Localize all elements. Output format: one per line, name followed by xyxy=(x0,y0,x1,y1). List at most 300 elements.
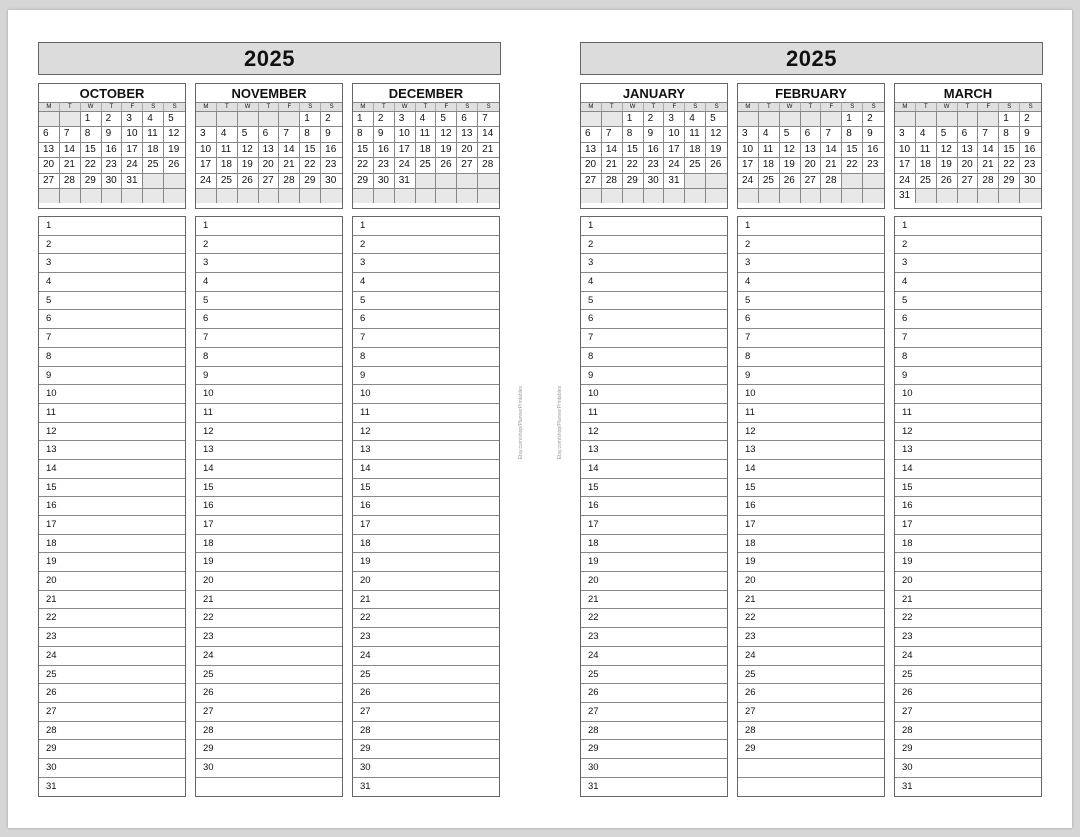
day-row[interactable]: 17 xyxy=(39,516,185,535)
calendar-day: 11 xyxy=(685,126,706,141)
day-row[interactable]: 17 xyxy=(895,516,1041,535)
day-row[interactable]: 11 xyxy=(353,404,499,423)
calendar-empty-cell xyxy=(60,188,81,203)
day-row[interactable]: 19 xyxy=(895,553,1041,572)
calendar-day: 2 xyxy=(102,111,123,126)
day-row[interactable]: 21 xyxy=(581,591,727,610)
calendar-day: 28 xyxy=(978,173,999,188)
calendar-day: 19 xyxy=(706,142,727,157)
day-row[interactable]: 23 xyxy=(895,628,1041,647)
weekday-label: T xyxy=(416,102,437,111)
day-row[interactable]: 25 xyxy=(738,666,884,685)
day-row[interactable]: 3 xyxy=(895,254,1041,273)
day-row[interactable]: 20 xyxy=(196,572,342,591)
day-row[interactable]: 9 xyxy=(895,367,1041,386)
day-row[interactable]: 14 xyxy=(895,460,1041,479)
day-row[interactable]: 29 xyxy=(39,740,185,759)
day-row[interactable]: 29 xyxy=(353,740,499,759)
day-row[interactable]: 7 xyxy=(738,329,884,348)
calendar-empty-cell xyxy=(143,188,164,203)
calendar-empty-cell xyxy=(39,111,60,126)
day-row[interactable]: 16 xyxy=(581,497,727,516)
day-row[interactable]: 4 xyxy=(738,273,884,292)
day-row[interactable]: 8 xyxy=(895,348,1041,367)
day-row[interactable]: 4 xyxy=(39,273,185,292)
day-row[interactable]: 28 xyxy=(738,722,884,741)
weekday-label: T xyxy=(801,102,822,111)
day-row[interactable]: 13 xyxy=(738,441,884,460)
day-row[interactable]: 10 xyxy=(39,385,185,404)
calendar-day: 9 xyxy=(374,126,395,141)
day-row[interactable]: 11 xyxy=(581,404,727,423)
calendar-day: 3 xyxy=(664,111,685,126)
day-row[interactable]: 2 xyxy=(895,236,1041,255)
calendar-day: 23 xyxy=(644,157,665,172)
calendar-empty-cell xyxy=(395,188,416,203)
day-row[interactable]: 5 xyxy=(196,292,342,311)
day-row[interactable]: 10 xyxy=(895,385,1041,404)
calendar-empty-cell xyxy=(999,188,1020,203)
calendar-day: 13 xyxy=(457,126,478,141)
day-row[interactable]: 28 xyxy=(353,722,499,741)
day-row[interactable]: 15 xyxy=(581,479,727,498)
day-row[interactable]: 9 xyxy=(196,367,342,386)
credit-text: Etsy.com/shop/PlannerPrintables xyxy=(518,386,524,460)
calendar-day: 30 xyxy=(644,173,665,188)
day-row[interactable]: 11 xyxy=(196,404,342,423)
calendar-day: 5 xyxy=(238,126,259,141)
day-row[interactable]: 25 xyxy=(353,666,499,685)
calendar-empty-cell xyxy=(416,188,437,203)
weekday-label: T xyxy=(259,102,280,111)
daily-list xyxy=(894,216,1042,797)
day-row[interactable]: 10 xyxy=(353,385,499,404)
calendar-day: 9 xyxy=(321,126,342,141)
day-row[interactable]: 1 xyxy=(353,217,499,236)
day-row[interactable]: 3 xyxy=(581,254,727,273)
day-row[interactable]: 3 xyxy=(353,254,499,273)
day-row[interactable]: 15 xyxy=(353,479,499,498)
calendar-empty-cell xyxy=(759,188,780,203)
day-row[interactable]: 7 xyxy=(353,329,499,348)
day-row[interactable]: 11 xyxy=(39,404,185,423)
day-row[interactable]: 17 xyxy=(196,516,342,535)
day-row[interactable]: 26 xyxy=(353,684,499,703)
calendar-day: 6 xyxy=(39,126,60,141)
calendar-day: 11 xyxy=(916,142,937,157)
day-row[interactable]: 8 xyxy=(39,348,185,367)
day-row[interactable]: 25 xyxy=(581,666,727,685)
day-row[interactable]: 16 xyxy=(196,497,342,516)
day-row[interactable]: 3 xyxy=(196,254,342,273)
day-row[interactable]: 14 xyxy=(39,460,185,479)
calendar-empty-cell xyxy=(759,111,780,126)
day-row[interactable]: 25 xyxy=(39,666,185,685)
day-row[interactable]: 16 xyxy=(39,497,185,516)
calendar-day: 11 xyxy=(143,126,164,141)
day-row[interactable]: 26 xyxy=(196,684,342,703)
calendar-empty-cell xyxy=(581,188,602,203)
calendar-day: 27 xyxy=(457,157,478,172)
day-row[interactable]: 20 xyxy=(738,572,884,591)
day-row[interactable]: 22 xyxy=(581,609,727,628)
day-row[interactable]: 31 xyxy=(902,780,913,792)
day-row[interactable]: 26 xyxy=(738,684,884,703)
day-row[interactable]: 3 xyxy=(39,254,185,273)
day-row[interactable]: 14 xyxy=(581,460,727,479)
day-row[interactable]: 15 xyxy=(196,479,342,498)
day-row[interactable]: 15 xyxy=(738,479,884,498)
day-row[interactable]: 17 xyxy=(738,516,884,535)
weekday-label: T xyxy=(958,102,979,111)
day-row[interactable]: 27 xyxy=(738,703,884,722)
weekday-label: S xyxy=(457,102,478,111)
day-row[interactable]: 18 xyxy=(39,535,185,554)
day-row[interactable]: 13 xyxy=(196,441,342,460)
weekday-label: M xyxy=(353,102,374,111)
day-row[interactable]: 13 xyxy=(581,441,727,460)
day-row[interactable]: 8 xyxy=(581,348,727,367)
day-row[interactable]: 12 xyxy=(353,423,499,442)
day-row[interactable]: 19 xyxy=(196,553,342,572)
day-row[interactable]: 13 xyxy=(353,441,499,460)
day-row[interactable]: 5 xyxy=(39,292,185,311)
day-row[interactable]: 29 xyxy=(738,740,884,759)
day-row[interactable]: 10 xyxy=(738,385,884,404)
day-row[interactable]: 24 xyxy=(353,647,499,666)
day-row[interactable]: 10 xyxy=(196,385,342,404)
weekday-label: S xyxy=(143,102,164,111)
day-row[interactable]: 18 xyxy=(196,535,342,554)
day-row[interactable]: 28 xyxy=(39,722,185,741)
day-row[interactable]: 21 xyxy=(196,591,342,610)
day-row[interactable]: 12 xyxy=(895,423,1041,442)
day-row[interactable]: 16 xyxy=(353,497,499,516)
day-row[interactable]: 4 xyxy=(895,273,1041,292)
day-row[interactable]: 29 xyxy=(581,740,727,759)
calendar-day: 20 xyxy=(581,157,602,172)
day-row[interactable]: 14 xyxy=(353,460,499,479)
weekday-label: W xyxy=(623,102,644,111)
calendar-empty-cell xyxy=(738,188,759,203)
day-row[interactable]: 7 xyxy=(39,329,185,348)
day-row[interactable]: 27 xyxy=(39,703,185,722)
day-row[interactable] xyxy=(196,778,342,797)
day-row[interactable]: 19 xyxy=(39,553,185,572)
weekday-label: S xyxy=(706,102,727,111)
day-row[interactable]: 1 xyxy=(581,217,727,236)
day-row[interactable]: 5 xyxy=(353,292,499,311)
calendar-day: 28 xyxy=(60,173,81,188)
calendar-day: 7 xyxy=(602,126,623,141)
calendar-day: 17 xyxy=(122,142,143,157)
calendar-empty-cell xyxy=(164,188,185,203)
day-row[interactable]: 27 xyxy=(895,703,1041,722)
day-row[interactable]: 23 xyxy=(353,628,499,647)
calendar-day: 24 xyxy=(738,173,759,188)
weekday-label: S xyxy=(685,102,706,111)
calendar-day: 1 xyxy=(300,111,321,126)
day-row[interactable]: 31 xyxy=(360,780,371,792)
calendar-day: 3 xyxy=(395,111,416,126)
day-row[interactable]: 23 xyxy=(196,628,342,647)
day-row[interactable]: 19 xyxy=(581,553,727,572)
day-row[interactable]: 12 xyxy=(196,423,342,442)
calendar-day: 27 xyxy=(958,173,979,188)
day-row[interactable]: 28 xyxy=(196,722,342,741)
day-row[interactable]: 13 xyxy=(895,441,1041,460)
day-row[interactable]: 20 xyxy=(895,572,1041,591)
day-row[interactable]: 11 xyxy=(738,404,884,423)
day-row[interactable]: 13 xyxy=(39,441,185,460)
day-row[interactable]: 6 xyxy=(353,310,499,329)
day-row[interactable]: 1 xyxy=(738,217,884,236)
calendar-day: 14 xyxy=(60,142,81,157)
month-column xyxy=(352,83,500,797)
calendar-day: 20 xyxy=(958,157,979,172)
day-row[interactable]: 3 xyxy=(738,254,884,273)
day-row[interactable] xyxy=(738,778,884,797)
calendar-day: 23 xyxy=(321,157,342,172)
day-row[interactable]: 16 xyxy=(738,497,884,516)
day-row[interactable]: 8 xyxy=(196,348,342,367)
day-row[interactable]: 2 xyxy=(581,236,727,255)
calendar-empty-cell xyxy=(143,173,164,188)
day-row[interactable]: 20 xyxy=(39,572,185,591)
calendar-day: 19 xyxy=(436,142,457,157)
calendar-day: 12 xyxy=(238,142,259,157)
day-row[interactable]: 17 xyxy=(353,516,499,535)
calendar-empty-cell xyxy=(436,188,457,203)
calendar-empty-cell xyxy=(738,111,759,126)
day-row[interactable]: 19 xyxy=(738,553,884,572)
day-row[interactable]: 12 xyxy=(738,423,884,442)
day-row[interactable]: 27 xyxy=(353,703,499,722)
day-row[interactable]: 24 xyxy=(39,647,185,666)
calendar-day: 16 xyxy=(1020,142,1041,157)
day-row[interactable]: 21 xyxy=(895,591,1041,610)
day-row[interactable]: 19 xyxy=(353,553,499,572)
calendar-day: 1 xyxy=(623,111,644,126)
calendar-day: 28 xyxy=(478,157,499,172)
day-row[interactable]: 28 xyxy=(895,722,1041,741)
day-row[interactable]: 7 xyxy=(581,329,727,348)
calendar-day: 15 xyxy=(842,142,863,157)
calendar-day: 10 xyxy=(122,126,143,141)
day-row[interactable]: 22 xyxy=(196,609,342,628)
day-row[interactable]: 18 xyxy=(738,535,884,554)
day-row[interactable]: 9 xyxy=(39,367,185,386)
day-row[interactable]: 2 xyxy=(353,236,499,255)
day-row[interactable]: 9 xyxy=(581,367,727,386)
day-row[interactable]: 31 xyxy=(46,780,57,792)
day-row[interactable]: 20 xyxy=(581,572,727,591)
day-row[interactable]: 29 xyxy=(895,740,1041,759)
months-row xyxy=(38,83,501,797)
day-row[interactable]: 4 xyxy=(581,273,727,292)
calendar-day: 2 xyxy=(644,111,665,126)
calendar-day: 17 xyxy=(664,142,685,157)
day-row[interactable]: 18 xyxy=(353,535,499,554)
month-column xyxy=(737,83,885,797)
calendar-day: 4 xyxy=(759,126,780,141)
day-row[interactable]: 1 xyxy=(39,217,185,236)
mini-calendar xyxy=(195,83,343,209)
weekday-label: T xyxy=(374,102,395,111)
daily-list xyxy=(737,216,885,797)
day-row[interactable]: 4 xyxy=(353,273,499,292)
day-row[interactable]: 31 xyxy=(588,780,599,792)
calendar-day: 31 xyxy=(122,173,143,188)
calendar-grid xyxy=(895,102,1041,203)
calendar-day: 30 xyxy=(1020,173,1041,188)
daily-list xyxy=(352,216,500,797)
day-row[interactable]: 10 xyxy=(581,385,727,404)
calendar-empty-cell xyxy=(895,111,916,126)
day-row[interactable]: 12 xyxy=(581,423,727,442)
day-row[interactable]: 9 xyxy=(738,367,884,386)
day-row[interactable]: 5 xyxy=(895,292,1041,311)
day-row[interactable]: 5 xyxy=(581,292,727,311)
day-row[interactable]: 17 xyxy=(581,516,727,535)
day-row[interactable]: 27 xyxy=(581,703,727,722)
day-row[interactable]: 30 xyxy=(39,759,185,778)
calendar-day: 25 xyxy=(685,157,706,172)
day-row[interactable]: 23 xyxy=(581,628,727,647)
day-row[interactable]: 18 xyxy=(581,535,727,554)
day-row[interactable]: 30 xyxy=(196,759,342,778)
calendar-day: 21 xyxy=(478,142,499,157)
calendar-empty-cell xyxy=(300,188,321,203)
weekday-label: S xyxy=(321,102,342,111)
calendar-empty-cell xyxy=(279,111,300,126)
day-row[interactable]: 21 xyxy=(353,591,499,610)
day-row[interactable]: 25 xyxy=(895,666,1041,685)
calendar-day: 1 xyxy=(353,111,374,126)
day-row[interactable]: 30 xyxy=(353,759,499,778)
calendar-empty-cell xyxy=(478,173,499,188)
calendar-day: 10 xyxy=(395,126,416,141)
day-row[interactable]: 8 xyxy=(353,348,499,367)
calendar-day: 7 xyxy=(60,126,81,141)
day-row[interactable]: 7 xyxy=(895,329,1041,348)
day-row[interactable]: 6 xyxy=(581,310,727,329)
day-row[interactable]: 9 xyxy=(353,367,499,386)
calendar-grid xyxy=(196,102,342,203)
calendar-day: 4 xyxy=(143,111,164,126)
day-row[interactable]: 22 xyxy=(353,609,499,628)
day-row[interactable]: 12 xyxy=(39,423,185,442)
weekday-label: M xyxy=(738,102,759,111)
day-row[interactable]: 26 xyxy=(895,684,1041,703)
day-row[interactable]: 25 xyxy=(196,666,342,685)
day-row[interactable]: 22 xyxy=(738,609,884,628)
day-row[interactable]: 6 xyxy=(196,310,342,329)
calendar-day: 20 xyxy=(39,157,60,172)
calendar-day: 22 xyxy=(999,157,1020,172)
calendar-empty-cell xyxy=(685,188,706,203)
day-row[interactable]: 21 xyxy=(39,591,185,610)
day-row[interactable]: 24 xyxy=(196,647,342,666)
day-row[interactable]: 6 xyxy=(39,310,185,329)
day-row[interactable]: 15 xyxy=(895,479,1041,498)
calendar-day: 21 xyxy=(60,157,81,172)
calendar-day: 25 xyxy=(759,173,780,188)
day-row[interactable]: 27 xyxy=(196,703,342,722)
day-row[interactable]: 4 xyxy=(196,273,342,292)
day-row[interactable]: 18 xyxy=(895,535,1041,554)
day-row[interactable]: 22 xyxy=(895,609,1041,628)
day-row[interactable]: 2 xyxy=(738,236,884,255)
calendar-empty-cell xyxy=(842,173,863,188)
day-row[interactable]: 29 xyxy=(196,740,342,759)
day-row[interactable]: 22 xyxy=(39,609,185,628)
day-row[interactable]: 26 xyxy=(581,684,727,703)
calendar-empty-cell xyxy=(259,188,280,203)
day-row[interactable]: 23 xyxy=(39,628,185,647)
day-row[interactable]: 1 xyxy=(895,217,1041,236)
day-row[interactable]: 8 xyxy=(738,348,884,367)
calendar-empty-cell xyxy=(60,111,81,126)
calendar-empty-cell xyxy=(102,188,123,203)
calendar-day: 10 xyxy=(664,126,685,141)
calendar-empty-cell xyxy=(801,188,822,203)
day-row[interactable]: 24 xyxy=(738,647,884,666)
day-row[interactable]: 7 xyxy=(196,329,342,348)
calendar-day: 5 xyxy=(780,126,801,141)
day-row[interactable]: 28 xyxy=(581,722,727,741)
calendar-day: 13 xyxy=(259,142,280,157)
day-row[interactable]: 30 xyxy=(581,759,727,778)
day-row[interactable]: 2 xyxy=(196,236,342,255)
day-row[interactable]: 1 xyxy=(196,217,342,236)
day-row[interactable]: 24 xyxy=(895,647,1041,666)
calendar-day: 4 xyxy=(685,111,706,126)
day-row[interactable]: 14 xyxy=(738,460,884,479)
calendar-day: 14 xyxy=(279,142,300,157)
calendar-empty-cell xyxy=(602,188,623,203)
day-row[interactable]: 6 xyxy=(738,310,884,329)
day-row[interactable] xyxy=(738,759,884,778)
calendar-empty-cell xyxy=(279,188,300,203)
day-row[interactable]: 21 xyxy=(738,591,884,610)
day-row[interactable]: 11 xyxy=(895,404,1041,423)
calendar-day: 29 xyxy=(623,173,644,188)
calendar-empty-cell xyxy=(863,188,884,203)
day-row[interactable]: 15 xyxy=(39,479,185,498)
day-row[interactable]: 20 xyxy=(353,572,499,591)
calendar-empty-cell xyxy=(978,188,999,203)
day-row[interactable]: 14 xyxy=(196,460,342,479)
day-row[interactable]: 16 xyxy=(895,497,1041,516)
calendar-day: 8 xyxy=(300,126,321,141)
months-row xyxy=(580,83,1043,797)
day-row[interactable]: 5 xyxy=(738,292,884,311)
day-row[interactable]: 2 xyxy=(39,236,185,255)
calendar-day: 27 xyxy=(801,173,822,188)
calendar-day: 23 xyxy=(1020,157,1041,172)
day-row[interactable]: 6 xyxy=(895,310,1041,329)
calendar-day: 16 xyxy=(321,142,342,157)
calendar-day: 3 xyxy=(122,111,143,126)
day-row[interactable]: 23 xyxy=(738,628,884,647)
calendar-day: 7 xyxy=(478,111,499,126)
day-row[interactable]: 30 xyxy=(895,759,1041,778)
day-row[interactable]: 26 xyxy=(39,684,185,703)
calendar-day: 8 xyxy=(842,126,863,141)
calendar-day: 24 xyxy=(196,173,217,188)
day-row[interactable]: 24 xyxy=(581,647,727,666)
